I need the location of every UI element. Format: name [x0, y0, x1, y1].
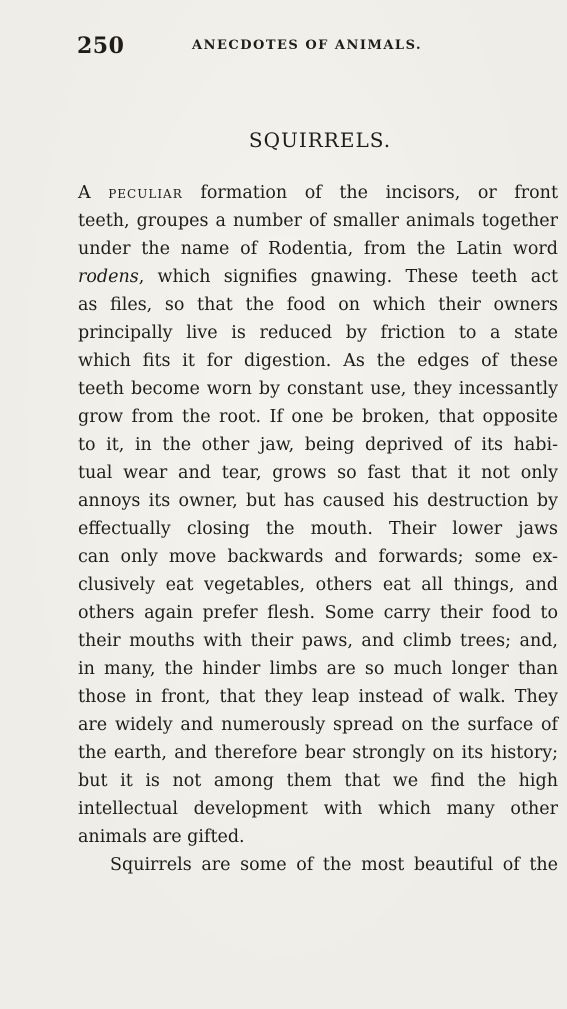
text-line: intellectual development with which many other	[78, 799, 558, 819]
text-line: in many, the hinder limbs are so much longer than	[78, 659, 558, 679]
drop-initial: A	[78, 183, 91, 203]
text-line: their mouths with their paws, and climb trees; and,	[78, 631, 558, 651]
text-line: others again prefer flesh. Some carry their food to	[78, 603, 558, 623]
text-line: are widely and numerously spread on the surface of	[78, 715, 558, 735]
text-line: those in front, that they leap instead of walk. They	[78, 687, 558, 707]
text-line: effectually closing the mouth. Their lower jaws	[78, 519, 558, 539]
text-line: principally live is reduced by friction to a state	[78, 323, 558, 343]
text-line	[78, 263, 558, 291]
body-text	[78, 179, 558, 879]
latin-word: rodens	[78, 267, 139, 287]
text-line: clusively eat vegetables, others eat all things, and	[78, 575, 558, 595]
text-line: under the name of Rodentia, from the Latin word	[78, 239, 558, 259]
text-line	[78, 179, 558, 207]
text-line: grow from the root. If one be broken, that opposite	[78, 407, 558, 427]
text-line: can only move backwards and forwards; some ex-	[78, 547, 558, 567]
text-line: which fits it for digestion. As the edges of these	[78, 351, 558, 371]
text-line: teeth become worn by constant use, they incessantly	[78, 379, 558, 399]
text-line: the earth, and therefore bear strongly on its history;	[78, 743, 558, 763]
text-line: to it, in the other jaw, being deprived of its habi-	[78, 435, 558, 455]
text-line: but it is not among them that we find the high	[78, 771, 558, 791]
text-line: as files, so that the food on which their owners	[78, 295, 558, 315]
running-title: ANECDOTES OF ANIMALS.	[192, 38, 423, 53]
smallcaps-lead: peculiar	[108, 183, 183, 203]
page-number: 250	[77, 33, 125, 59]
text-line: Squirrels are some of the most beautiful of the	[110, 855, 558, 875]
text-line: teeth, groupes a number of smaller animals together	[78, 211, 558, 231]
text-fragment: , which signifies gnawing. These teeth act	[138, 267, 558, 287]
section-title: SQUIRRELS.	[248, 128, 392, 152]
text-line: animals are gifted.	[78, 827, 245, 847]
text-line: tual wear and tear, grows so fast that it not only	[78, 463, 558, 483]
running-head	[77, 30, 547, 62]
text-line: annoys its owner, but has caused his destruction by	[78, 491, 558, 511]
text-fragment: formation of the incisors, or front	[200, 183, 558, 203]
